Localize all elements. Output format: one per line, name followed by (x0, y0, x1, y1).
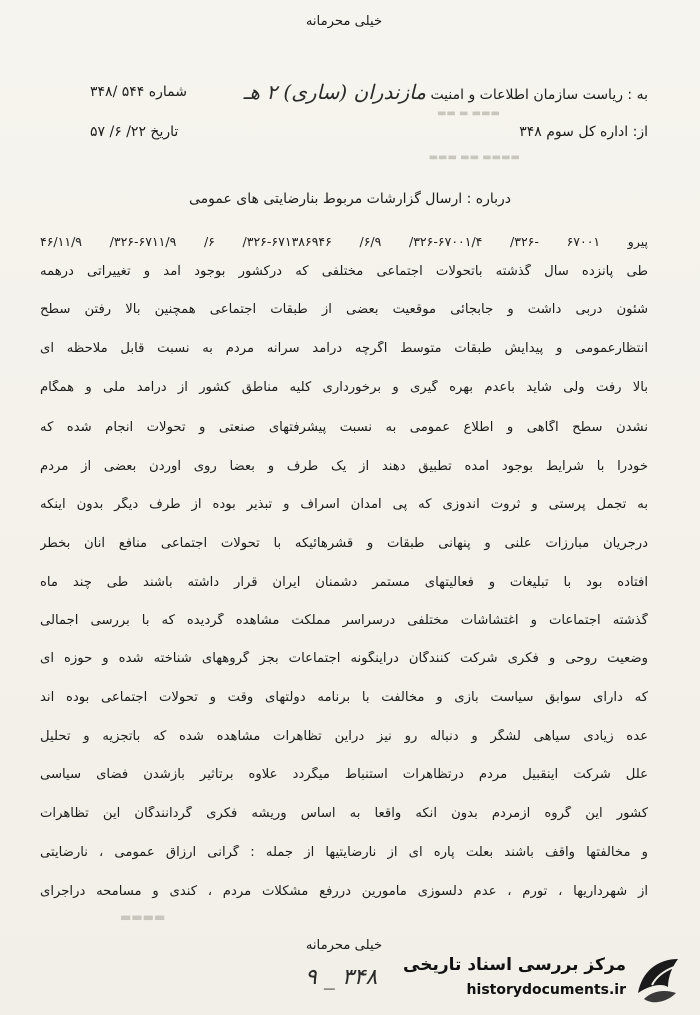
archive-url: historydocuments.ir (466, 982, 626, 998)
show-through-text: ▬▬▬ ▬ ▬▬ (436, 108, 500, 119)
archive-title: مرکز بررسی اسناد تاریخی (403, 955, 626, 975)
body-line: انتظارعمومی و پیدایش طبقات متوسط اگرچه درآمد سرانه مردم به نسبت قابل ملاحظه ای (40, 341, 648, 356)
body-line: طی پانزده سال گذشته باتحولات اجتماعی مختلفی که درکشور بوجود آمد و تغییراتی درهمه (40, 264, 648, 279)
classification-bottom: خیلی محرمانه (305, 938, 383, 953)
subject-line: درباره : ارسال گزارشات مربوط بنارضایتی های عمومی (189, 191, 511, 207)
reference-line: پیرو ۶۷۰۰۱ -۳۲۶/ ۶۷۰۰۱/۴-۳۲۶/ ۶/۹/ ۶۷۱۳۸۶۹۴۶-۳۲۶/ ۶/ ۶۷۱۱/۹-۳۲۶/ ۴۶/۱۱/۹ (40, 234, 648, 249)
body-line: و مخالفتها واقف باشند بعلت پاره ای از نارضایتیها از جمله : گرانی ارزاق عمومی ، نارضایتی (40, 845, 648, 860)
body-line: از شهرداریها ، تورم ، عدم دلسوزی مامورین دررفع مشکلات مردم ، کندی و مسامحه دراجرای (40, 884, 648, 899)
handwritten-reference: ۳۴۸ _ ۹ (305, 965, 378, 990)
letter-date: تاریخ ۲۲/ ۶/ ۵۷ (90, 124, 179, 140)
archive-watermark (402, 949, 692, 1009)
body-line: به تجمل پرستی و ثروت اندوزی که پی آمدآن اسراف و تبذیر بوده از طرف دیگر بدون اینکه (40, 497, 648, 512)
body-line: علل شرکت اینقبیل مردم درتظاهرات استنباط میگردد علاوه برتاثیر بازشدن فضای سیاسی (40, 767, 648, 782)
recipient-handwritten: مازندران (ساری) ۲ هـ (243, 80, 426, 104)
body-line: عده زیادی سیاهی لشگر و دنباله رو نیز دراین تظاهرات مشاهده شده که باتجزیه و تحلیل (40, 729, 648, 744)
body-line: شئون دربی داشت و جابجائی موقعیت بعضی از طبقات اجتماعی همچنین بالا رفتن سطح (40, 302, 648, 317)
show-through-text: ▬▬▬▬ ▬▬ ▬▬▬ (428, 152, 520, 163)
archive-logo-icon (632, 953, 686, 1005)
body-line: گذشته اجتماعات و اغتشاشات مختلفی درسراسر مملکت مشاهده گردیده که با بررسی اجمالی (40, 613, 648, 628)
body-line: کشور این گروه ازمردم بدون آنکه واقعاً به اساس وریشه فکری گردانندگان این تظاهرات (40, 806, 648, 821)
body-line: افتاده بود با تبلیغات و فعالیتهای مستمر دشمنان ایران قرار داشته باشند طی چند ماه (40, 575, 648, 590)
letter-number: شماره ۵۴۴ /۳۴۸ (90, 84, 187, 100)
classification-top: خیلی محرمانه (305, 14, 383, 29)
body-line: که دارای سوابق سیاست بازی و مخالفت با برنامه دولتهای وقت و تحولات اجتماعی بوده اند (40, 690, 648, 705)
body-line: درجریان مبارزات علنی و پنهانی طبقات و قشرهائیکه با تحولات اجتماعی منافع آنان بخطر (40, 536, 648, 551)
body-line: نشدن سطح آگاهی و اطلاع عمومی به نسبت پیشرفتهای صنعتی و تحولات انجام شده که (40, 420, 648, 435)
body-line: بالا رفت ولی شاید باعدم بهره گیری و برخورداری کلیه مناطق کشور از درآمد ملی و همگام (40, 380, 648, 395)
body-line: وضعیت روحی و فکری شرکت کنندگان دراینگونه اجتماعات بجز گروههای شناخته شده و حوزه ای (40, 651, 648, 666)
recipient-line (244, 80, 648, 104)
show-through-text: ▬▬▬▬ (120, 910, 166, 924)
body-line: خودرا با شرایط بوجود آمده تطبیق دهند از یک طرف و بعضاً روی آوردن بعضی از مردم (40, 459, 648, 474)
sender-line: از: اداره کل سوم ۳۴۸ (519, 124, 648, 140)
recipient-text: به : ریاست سازمان اطلاعات و امنیت (430, 87, 648, 103)
